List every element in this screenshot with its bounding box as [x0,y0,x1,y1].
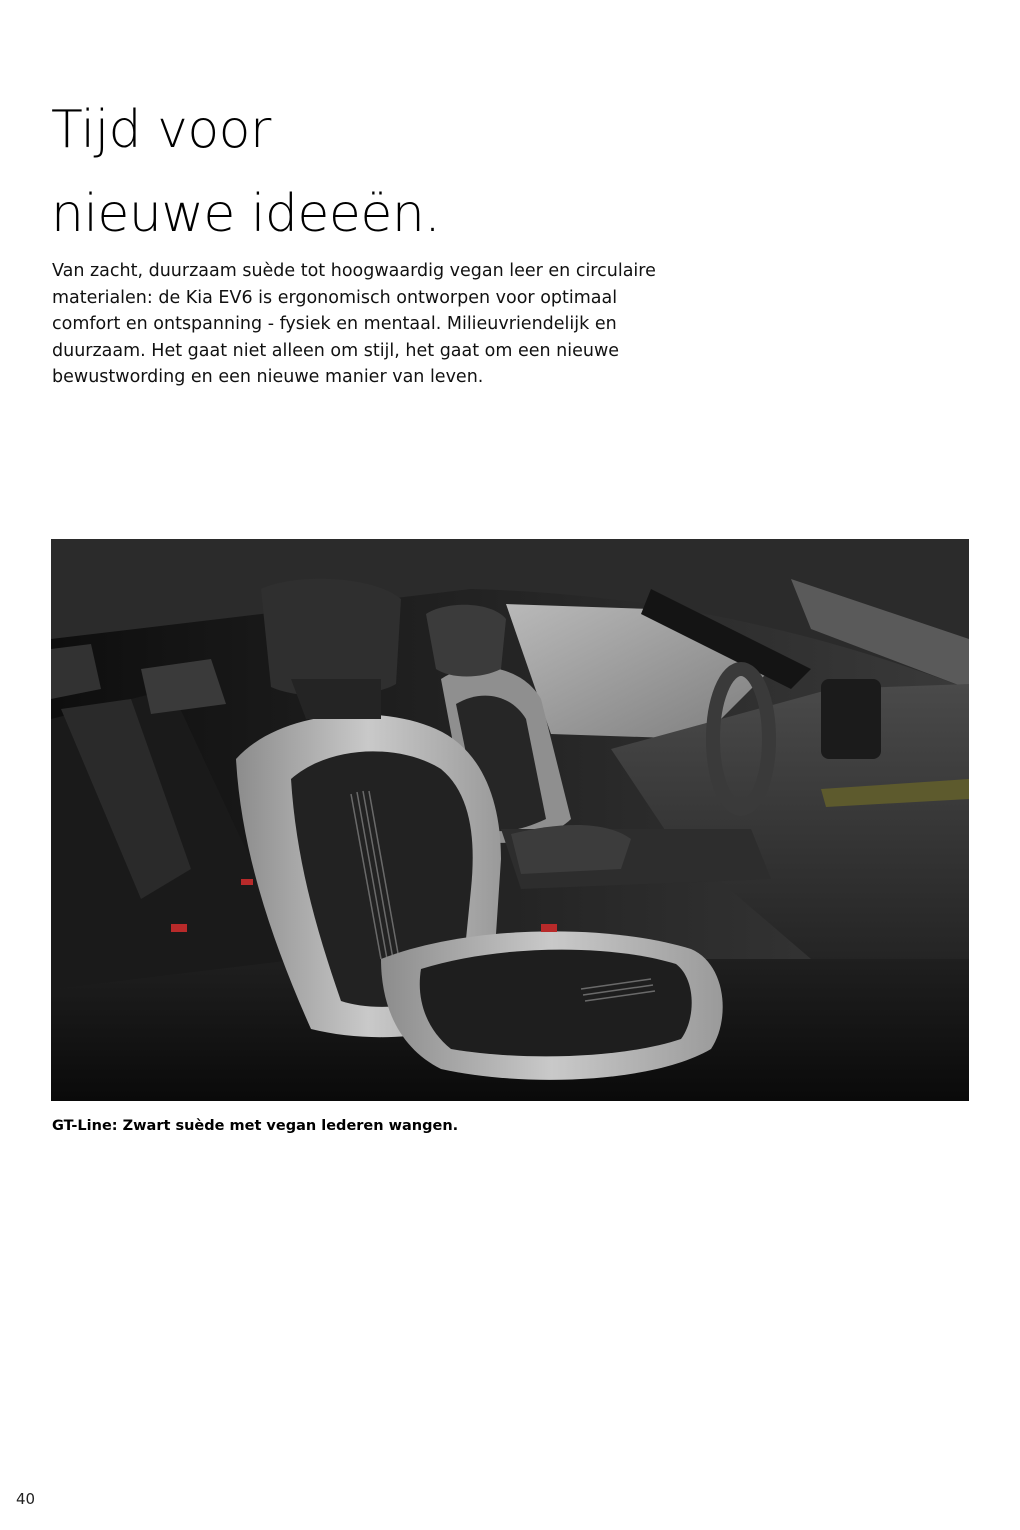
car-interior-illustration [51,539,969,1101]
page-headline [51,88,751,256]
page-number: 40 [16,1490,36,1508]
seatbelt-buckle-1 [171,924,187,932]
armrest [511,825,631,874]
front-seat-near-headrest [261,579,401,697]
seatbelt-buckle-2 [541,924,557,932]
intro-paragraph: Van zacht, duurzaam suède tot hoogwaardig vegan leer en circulaire materialen: de Kia EV6 is ergonomisch ontworpen voor optimaal comfort en ontspanning - fysiek en mentaal. Milieuvriendelijk en duurzaam. Het gaat niet alleen om stijl, het gaat om een nieuwe bewustwording en een nieuwe manier van leven. [52,261,656,387]
front-seat-far-headrest [426,605,506,677]
headline-line-2: nieuwe ideeën. [51,184,441,244]
photo-caption: GT-Line: Zwart suède met vegan lederen wangen. [52,1118,459,1134]
interior-photo [51,539,969,1101]
headline-line-1: Tijd voor [51,100,271,160]
display-screen [821,679,881,759]
seatbelt-buckle-3 [241,879,253,885]
